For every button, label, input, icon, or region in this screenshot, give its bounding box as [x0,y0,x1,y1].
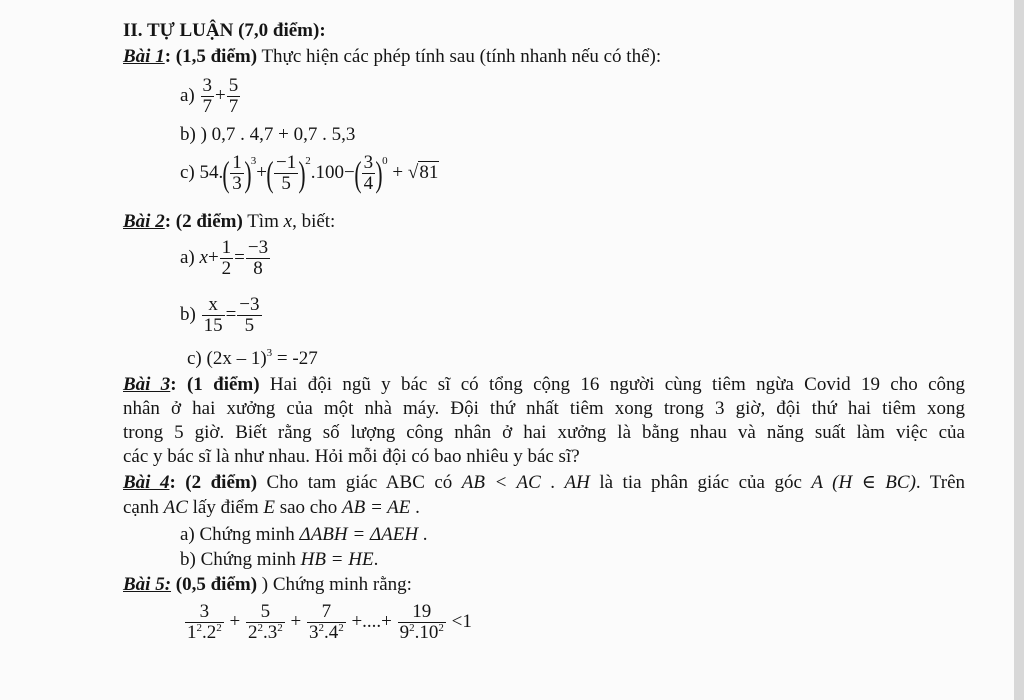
bai2-b: b) $\frac{x}{15}$ = $\frac{-3}{5}$ [180,294,260,336]
bai1-text: Thực hiện các phép tính sau (tính nhanh nếu có thể): [257,46,662,67]
bai1-a-label: a) [180,84,195,106]
bai4-label: Bài 4 [123,472,170,493]
part-title: II. TỰ LUẬN (7,0 điểm): [123,20,326,41]
bai2-a: a) x+ $\frac{1}{2}$ = $\frac{-3}{8}$ [180,237,269,279]
bai2-c: c) (2x – 1)$^3$ = -27 [187,347,318,369]
bai3-line3: trong 5 giờ. Biết rằng số lượng công nhân ở hai xưởng là bằng nhau và năng suất làm việc của [123,422,965,443]
bai4-b: b) Chứng minh HB = HE. [180,549,379,570]
bai5-inequality: $\frac{3}{1^2.2^2}$ + $\frac{5}{2^2.3^2}$ + $\frac{7}{3^2.4^2}$ +....+ $\frac{19}{9^2.10^2}$ <1 [187,601,472,643]
bai2-heading: Bài 2: (2 điểm) Tìm x, biết: [123,211,336,232]
fraction: $\frac{5}{7}$ [228,75,239,117]
sqrt-radicand: 81 [419,161,439,183]
bai2-label: Bài 2 [123,211,165,232]
bai4-points: : (2 điểm) [169,472,258,493]
bai3-points: : (1 điểm) [170,374,260,395]
bai4-line2: cạnh AC lấy điểm E sao cho AB = AE . [123,497,420,518]
bai2-points: : (2 điểm) [164,211,243,232]
bai1-a: a) $\frac{3}{7}$ + $\frac{5}{7}$ [180,75,239,117]
bai5-heading: Bài 5: (0,5 điểm) ) Chứng minh rằng: [123,574,412,595]
bai3-line2: nhân ở hai xưởng của một nhà máy. Đội thứ nhất tiêm xong trong 3 giờ, đội thứ hai tiêm xong [123,398,965,419]
bai1-b: b) ) 0,7 . 4,7 + 0,7 . 5,3 [180,124,356,145]
fraction: $\frac{3}{7}$ [202,75,213,117]
bai4-line1: Bài 4: (2 điểm) Cho tam giác ABC có AB < AC . AH là tia phân giác của góc A (H ∈ BC). Trên [123,472,966,493]
bai1-label: Bài 1 [123,46,165,67]
bai4-a: a) Chứng minh ΔABH = ΔAEH . [180,524,428,545]
bai1-heading [123,46,661,68]
bai3-line1: Bài 3: (1 điểm) Hai đội ngũ y bác sĩ có tổng cộng 16 người cùng tiêm ngừa Covid 19 cho công [123,374,965,395]
bai1-c-label: c) [180,161,195,183]
fraction: $\frac{7}{3^2.4^2}$ [308,601,344,643]
bai1-points: : (1,5 điểm) [164,46,258,67]
bai5-label: Bài 5: [123,574,172,595]
bai3-label: Bài 3 [123,374,171,395]
page-edge [1014,0,1024,700]
fraction: $\frac{3}{1^2.2^2}$ [187,601,222,643]
bai5-points: (0,5 điểm) [171,574,262,595]
fraction: $\frac{5}{2^2.3^2}$ [247,601,283,643]
bai3-line4: các y bác sĩ là như nhau. Hỏi mỗi đội có bao nhiêu y bác sĩ? [123,446,580,467]
bai1-c: c) 54.( $\frac{1}{3}$ )$^3$+( $\frac{-1}{5}$ )$^2$.100−( $\frac{3}{4}$ )$^0$ + √81 [180,152,439,194]
fraction: $\frac{19}{9^2.10^2}$ [399,601,444,643]
